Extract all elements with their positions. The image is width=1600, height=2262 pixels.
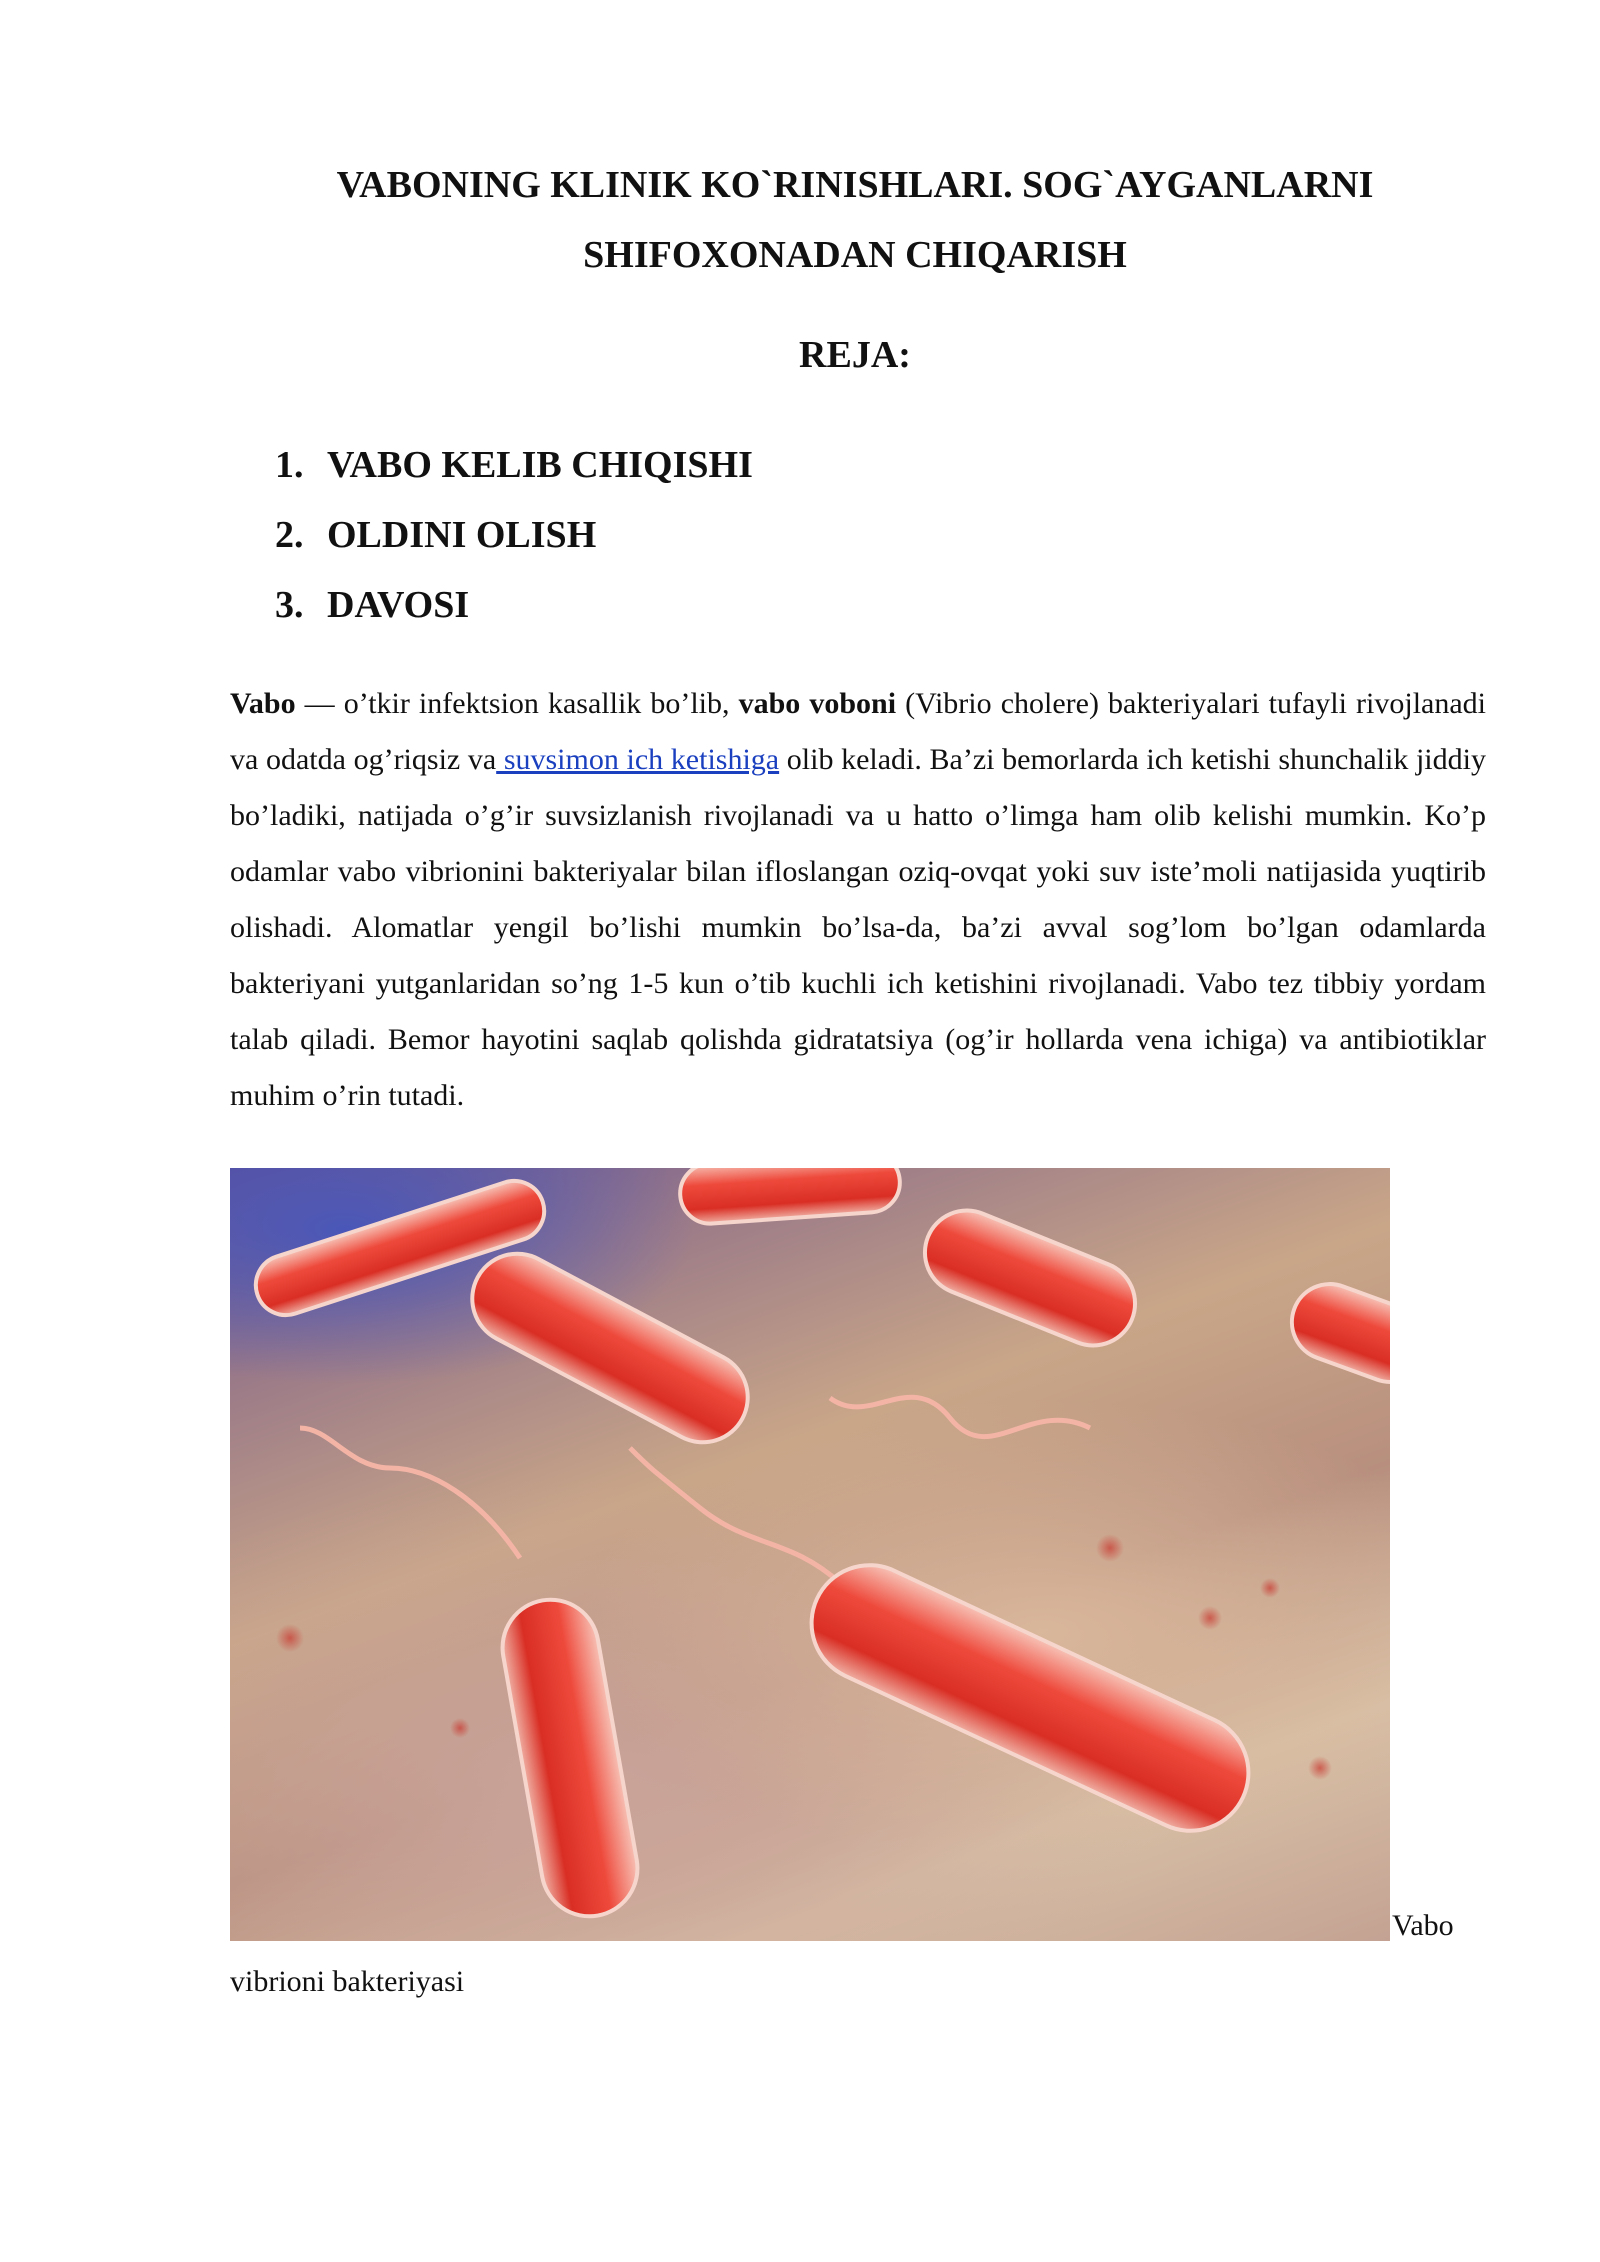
plan-item <box>275 430 753 500</box>
plan-list <box>275 430 753 640</box>
image-caption-part-1: Vabo <box>1392 1909 1454 1942</box>
paragraph-text-3: olib keladi. Ba’zi bemorlarda ich ketishi shunchalik jiddiy bo’ladiki, natijada o’g’ir suvsizlanish rivojlanadi va u hatto o’limga ham olib kelishi mumkin. Ko’p odamlar vabo vibrionini bakteriyalar bilan ifloslangan oziq-ovqat yoki suv iste’moli natijasida yuqtirib olishadi. Alomatlar yengil bo’lishi mumkin bo’lsa-da, ba’zi avval sog’lom bo’lgan odamlarda bakteriyani yutganlaridan so’ng 1-5 kun o’tib kuchli ich ketishini rivojlanadi. Vabo tez tibbiy yordam talab qiladi. Bemor hayotini saqlab qolishda gidratatsiya (og’ir hollarda vena ichiga) va antibiotiklar muhim o’rin tutadi. <box>230 743 1486 1112</box>
plan-item-number: 3. <box>275 584 304 626</box>
document-title <box>230 150 1480 290</box>
image-caption-part-2: vibrioni bakteriyasi <box>230 1965 465 1998</box>
plan-item <box>275 570 753 640</box>
paragraph-text-1: — o’tkir infektsion kasallik bo’lib, <box>295 687 739 720</box>
body-paragraph <box>230 676 1486 1124</box>
plan-item <box>275 500 753 570</box>
bacteria-illustration <box>230 1168 1390 1941</box>
paragraph-text-2: (Vibrio cholere) bakteriyalari tufayli rivojlanadi va odatda og’riqsiz va <box>230 687 1487 776</box>
title-line-2: SHIFOXONADAN CHIQARISH <box>583 234 1127 276</box>
bacteria-illustration-drawing <box>230 1168 1390 1941</box>
plan-item-label: VABO KELIB CHIQISHI <box>327 444 753 486</box>
watery-diarrhea-link[interactable]: suvsimon ich ketishiga <box>496 743 780 776</box>
plan-item-number: 1. <box>275 444 304 486</box>
plan-item-label: OLDINI OLISH <box>327 514 597 556</box>
plan-heading: REJA: <box>799 334 911 376</box>
title-line-1: VABONING KLINIK KO`RINISHLARI. SOG`AYGANLARNI <box>336 164 1374 206</box>
term-vabo: Vabo <box>230 687 296 720</box>
plan-item-number: 2. <box>275 514 304 556</box>
term-vabo-voboni: vabo voboni <box>738 687 897 720</box>
plan-item-label: DAVOSI <box>327 584 470 626</box>
